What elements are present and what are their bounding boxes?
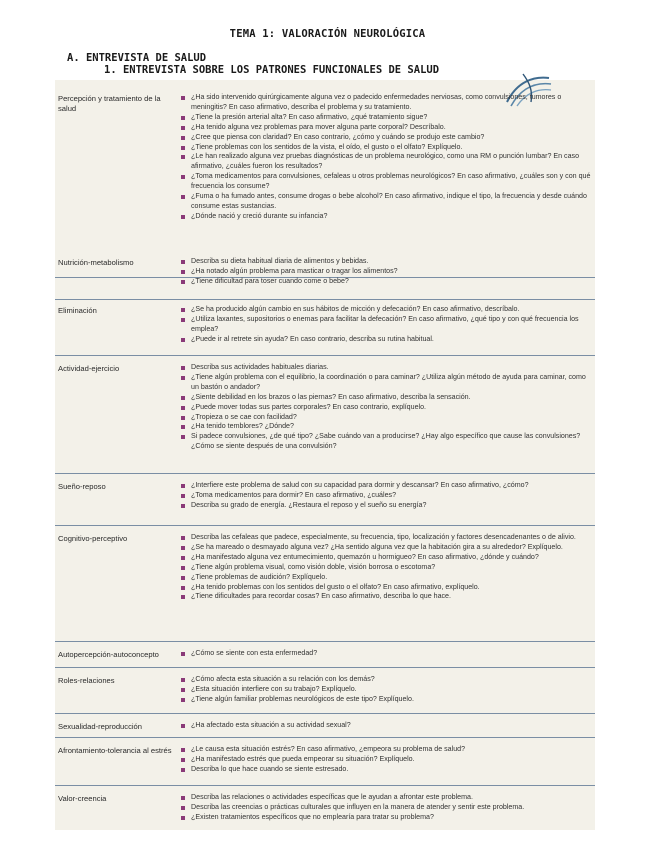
question-list	[181, 93, 593, 222]
list-item: Describa su grado de energía. ¿Restaura el reposo y el sueño su energía?	[181, 501, 593, 511]
list-item: ¿Ha tenido problemas con los sentidos del gusto o el olfato? En caso afirmativo, explíquelo.	[181, 583, 593, 593]
list-item: ¿Tiene algún problema con el equilibrio, la coordinación o para caminar? ¿Utiliza algún método de ayuda para caminar, como un bastón o andador?	[181, 373, 593, 393]
pattern-label: Eliminación	[58, 306, 97, 315]
pattern-label: Percepción y tratamiento de la salud	[58, 94, 161, 113]
question-list	[181, 257, 593, 287]
pattern-label: Autopercepción-autoconcepto	[58, 650, 159, 659]
pattern-autopercepcion	[55, 642, 595, 668]
list-item: ¿Cómo afecta esta situación a su relación con los demás?	[181, 675, 593, 685]
section-heading-a: A. ENTREVISTA DE SALUD	[67, 52, 207, 64]
list-item: ¿Tiene la presión arterial alta? En caso afirmativo, ¿qué tratamiento sigue?	[181, 113, 593, 123]
pattern-label: Actividad-ejercicio	[58, 364, 120, 373]
document-title: TEMA 1: VALORACIÓN NEUROLÓGICA	[229, 28, 426, 40]
pattern-valor-creencia	[55, 786, 595, 830]
list-item: ¿Existen tratamientos específicos que no emplearía para tratar su problema?	[181, 813, 593, 823]
question-list	[181, 305, 593, 345]
list-item: ¿Toma medicamentos para dormir? En caso afirmativo, ¿cuáles?	[181, 491, 593, 501]
list-item: Describa lo que hace cuando se siente estresado.	[181, 765, 593, 775]
list-item: ¿Tiene dificultad para toser cuando come o bebe?	[181, 277, 593, 287]
list-item: ¿Puede mover todas sus partes corporales? En caso contrario, explíquelo.	[181, 403, 593, 413]
list-item: Describa las relaciones o actividades específicas que le ayudan a afrontar este problema.	[181, 793, 593, 803]
list-item: ¿Le causa esta situación estrés? En caso afirmativo, ¿empeora su problema de salud?	[181, 745, 593, 755]
question-list	[181, 363, 593, 452]
list-item: ¿Utiliza laxantes, supositorios o enemas para facilitar la defecación? En caso afirmativo, ¿qué tipo y con qué frecuencia los emplea?	[181, 315, 593, 335]
pattern-eliminacion	[55, 298, 595, 356]
list-item: ¿Puede ir al retrete sin ayuda? En caso contrario, describa su rutina habitual.	[181, 335, 593, 345]
list-item: ¿Se ha producido algún cambio en sus hábitos de micción y defecación? En caso afirmativo, descríbalo.	[181, 305, 593, 315]
list-item: ¿Interfiere este problema de salud con su capacidad para dormir y descansar? En caso afirmativo, ¿cómo?	[181, 481, 593, 491]
pattern-label: Valor-creencia	[58, 794, 107, 803]
pattern-actividad	[55, 356, 595, 474]
list-item: ¿Siente debilidad en los brazos o las piernas? En caso afirmativo, describa la sensación.	[181, 393, 593, 403]
pattern-label: Sexualidad-reproducción	[58, 722, 143, 731]
pattern-label: Nutrición-metabolismo	[58, 258, 134, 267]
pattern-sueno	[55, 474, 595, 526]
pattern-roles	[55, 668, 595, 714]
list-item: ¿Tiene algún familiar problemas neurológicos de este tipo? Explíquelo.	[181, 695, 593, 705]
list-item: ¿Ha manifestado estrés que pueda empeorar su situación? Explíquelo.	[181, 755, 593, 765]
list-item: ¿Toma medicamentos para convulsiones, cefaleas u otros problemas neurológicos? En caso afirmativo, ¿cuáles son y con qué frecuencia los consume?	[181, 172, 593, 192]
list-item: ¿Fuma o ha fumado antes, consume drogas o bebe alcohol? En caso afirmativo, indique el tipo, la frecuencia y desde cuándo consume estas sustancias.	[181, 192, 593, 212]
question-list	[181, 649, 593, 659]
pattern-label: Roles-relaciones	[58, 676, 115, 685]
pattern-label: Afrontamiento-tolerancia al estrés	[58, 746, 172, 755]
list-item: ¿Se ha mareado o desmayado alguna vez? ¿Ha sentido alguna vez que la habitación gira a su alrededor? Explíquelo.	[181, 543, 593, 553]
pattern-nutricion	[55, 250, 595, 300]
list-item: ¿Tiene algún problema visual, como visión doble, visión borrosa o escotoma?	[181, 563, 593, 573]
question-list	[181, 481, 593, 511]
pattern-afrontamiento	[55, 738, 595, 786]
question-list	[181, 533, 593, 602]
list-item: Describa las creencias o prácticas culturales que influyen en la manera de atender y sentir este problema.	[181, 803, 593, 813]
list-item: ¿Dónde nació y creció durante su infancia?	[181, 212, 593, 222]
list-item: Describa las cefaleas que padece, especialmente, su frecuencia, tipo, localización y factores desencadenantes o de alivio.	[181, 533, 593, 543]
list-item: ¿Tiene problemas con los sentidos de la vista, el oído, el gusto o el olfato? Explíquelo.	[181, 143, 593, 153]
pattern-label: Cognitivo-perceptivo	[58, 534, 128, 543]
section-heading-1: 1. ENTREVISTA SOBRE LOS PATRONES FUNCIONALES DE SALUD	[104, 64, 440, 76]
list-item: Describa su dieta habitual diaria de alimentos y bebidas.	[181, 257, 593, 267]
list-item: ¿Ha tenido temblores? ¿Dónde?	[181, 422, 593, 432]
pattern-cognitivo	[55, 526, 595, 642]
list-item: ¿Tropieza o se cae con facilidad?	[181, 413, 593, 423]
question-list	[181, 793, 593, 823]
list-item: ¿Ha notado algún problema para masticar o tragar los alimentos?	[181, 267, 593, 277]
list-item: ¿Ha tenido alguna vez problemas para mover alguna parte corporal? Descríbalo.	[181, 123, 593, 133]
list-item: ¿Ha sido intervenido quirúrgicamente alguna vez o padecido enfermedades nerviosas, como convulsiones, tumores o meningitis? En caso afirmativo, describa el problema y su tratamiento.	[181, 93, 593, 113]
list-item: Describa sus actividades habituales diarias.	[181, 363, 593, 373]
list-item: Si padece convulsiones, ¿de qué tipo? ¿Sabe cuándo van a producirse? ¿Hay algo específico que cause las convulsiones? ¿Cómo se siente después de una convulsión?	[181, 432, 593, 452]
pattern-sexualidad	[55, 714, 595, 738]
list-item: ¿Cree que piensa con claridad? En caso contrario, ¿cómo y cuándo se produjo este cambio?	[181, 133, 593, 143]
list-item: ¿Ha afectado esta situación a su actividad sexual?	[181, 721, 593, 731]
pattern-label: Sueño-reposo	[58, 482, 106, 491]
list-item: ¿Cómo se siente con esta enfermedad?	[181, 649, 593, 659]
list-item: ¿Le han realizado alguna vez pruebas diagnósticas de un problema neurológico, como una RM o punción lumbar? En caso afirmativo, ¿cuáles fueron los resultados?	[181, 152, 593, 172]
list-item: ¿Tiene dificultades para recordar cosas? En caso afirmativo, describa lo que hace.	[181, 592, 593, 602]
list-item: ¿Esta situación interfiere con su trabajo? Explíquelo.	[181, 685, 593, 695]
question-list	[181, 745, 593, 775]
list-item: ¿Ha manifestado alguna vez entumecimiento, quemazón u hormigueo? En caso afirmativo, ¿dónde y cuándo?	[181, 553, 593, 563]
question-list	[181, 675, 593, 705]
list-item: ¿Tiene problemas de audición? Explíquelo.	[181, 573, 593, 583]
question-list	[181, 721, 593, 731]
